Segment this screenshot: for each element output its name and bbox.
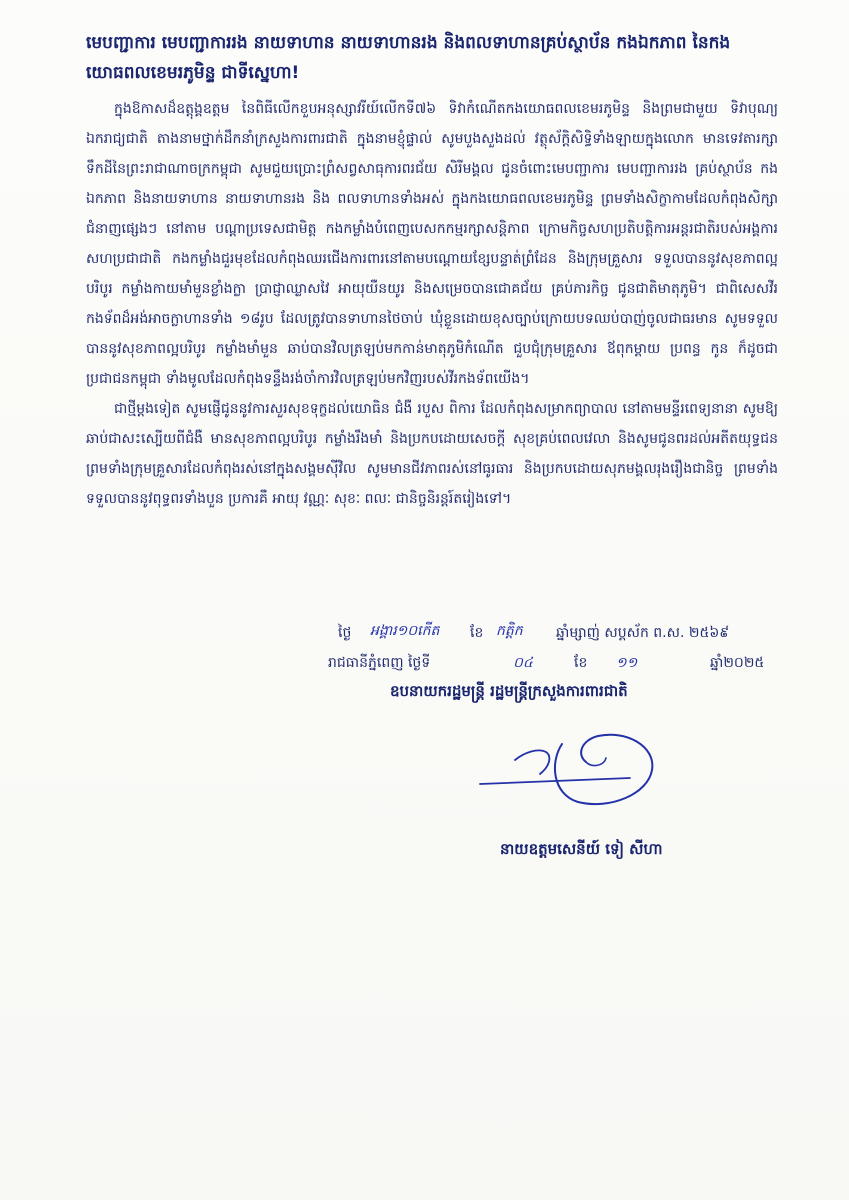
handwritten-lunar-month: កត្តិក [496, 623, 523, 639]
lunar-date-prefix: ថ្ងៃ [338, 625, 352, 641]
solar-month-label: ខែ [574, 655, 588, 671]
signer-name: នាយឧត្តមសេនីយ៍ ទៀ សីហា [500, 840, 663, 858]
solar-year-text: ឆ្នាំ២០២៥ [710, 655, 765, 671]
solar-date-prefix: រាជធានីភ្នំពេញ ថ្ងៃទី [328, 655, 431, 671]
signer-position-title: ឧបនាយករដ្ឋមន្ត្រី រដ្ឋមន្ត្រីក្រសួងការពារជាតិ [390, 682, 628, 700]
lunar-date-line [338, 618, 798, 648]
handwritten-solar-month: ១១ [616, 655, 638, 671]
lunar-year-text: ឆ្នាំម្សាញ់ សប្តស័ក ព.ស. ២៥៦៩ [556, 625, 730, 641]
lunar-month-label: ខែ [470, 625, 484, 641]
signature-mark [470, 722, 710, 822]
letter-body [86, 94, 778, 514]
letter-salutation: មេបញ្ជាការ មេបញ្ជាការរង នាយទាហាន នាយទាហានរង និងពលទាហានគ្រប់ស្ថាប័ន កងឯកភាព នៃកងយោធពលខេមរភូមិន្ទ ជាទីស្នេហា! [86, 33, 731, 83]
solar-date-line [328, 648, 798, 678]
handwritten-lunar-day: អង្គារ១០កើត [370, 623, 440, 639]
paragraph-1: ក្នុងឱកាសដ៏ឧត្តុង្គឧត្តម នៃពិធីលើកខួបអនុស្សាវរីយ៍លើកទី៧៦ ទិវាកំណើតកងយោធពលខេមរភូមិន្ទ និងព្រមជាមួយ ទិវាបុណ្យឯករាជ្យជាតិ តាងនាមថ្នាក់ដឹកនាំក្រសួងការពារជាតិ ក្នុងនាមខ្ញុំផ្ទាល់ សូមបួងសួងដល់ វត្ថុស័ក្តិសិទ្ធិទាំងឡាយក្នុងលោក មានទេវតារក្សាទឹកដីនៃព្រះរាជាណាចក្រកម្ពុជា សូមជួយប្រោះព្រំសព្វសាធុការពរជ័យ សិរីមង្គល ជូនចំពោះមេបញ្ជាការ មេបញ្ជាការរង គ្រប់ស្ថាប័ន កងឯកភាព និងនាយទាហាន នាយទាហានរង និង ពលទាហានទាំងអស់ ក្នុងកងយោធពលខេមរភូមិន្ទ ព្រមទាំងសិក្ខាកាមដែលកំពុងសិក្សាជំនាញផ្សេងៗ នៅតាម បណ្តាប្រទេសជាមិត្ត កងកម្លាំងបំពេញបេសកកម្មរក្សាសន្តិភាព ក្រោមកិច្ចសហប្រតិបត្តិការអន្តរជាតិរបស់អង្គការ សហប្រជាជាតិ កងកម្លាំងជួរមុខដែលកំពុងឈរជើងការពារនៅតាមបណ្តោយខ្សែបន្ទាត់ព្រំដែន និងក្រុមគ្រួសារ ទទួលបាននូវសុខភាពល្អបរិបូរ កម្លាំងកាយមាំមួនខ្លាំងក្លា ប្រាជ្ញាឈ្លាសវៃ អាយុយឺនយូរ និងសម្រេចបានជោគជ័យ គ្រប់ភារកិច្ច ជូនជាតិមាតុភូមិ។ ជាពិសេសវីរកងទ័ពដ៏អង់អាចក្លាហានទាំង ១៨រូប ដែលត្រូវបានទាហានថៃចាប់ ឃុំខ្លួនដោយខុសច្បាប់ក្រោយបទឈប់បាញ់ចូលជាធរមាន សូមទទួលបាននូវសុខភាពល្អបរិបូរ កម្លាំងមាំមួន ឆាប់បានវិលត្រឡប់មកកាន់មាតុភូមិកំណើត ជួបជុំក្រុមគ្រួសារ ឪពុកម្តាយ ប្រពន្ធ កូន ក៏ដូចជាប្រជាជនកម្ពុជា ទាំងមូលដែលកំពុងទន្ទឹងរង់ចាំការវិលត្រឡប់មកវិញរបស់វីរកងទ័ពយើង។ [86, 101, 778, 387]
date-block [328, 618, 798, 678]
paragraph-2: ជាថ្មីម្តងទៀត សូមផ្ញើជូននូវការសួរសុខទុក្ខដល់យោធិន ជំងឺ របួស ពិការ ដែលកំពុងសម្រាកព្យាបាល នៅតាមមន្ទីរពេទ្យនានា សូមឱ្យឆាប់ជាសះស្បើយពីជំងឺ មានសុខភាពល្អបរិបូរ កម្លាំងរឹងមាំ និងប្រកបដោយសេចក្តី សុខគ្រប់ពេលវេលា និងសូមជូនពរដល់អតីតយុទ្ធជន ព្រមទាំងក្រុមគ្រួសារដែលកំពុងរស់នៅក្នុងសង្គមស៊ីវិល សូមមានជីវភាពរស់នៅធូរធារ និងប្រកបដោយសុភមង្គលរុងរឿងជានិច្ច ព្រមទាំងទទួលបាននូវពុទ្ធពរទាំងបួន ប្រការគឺ អាយុ វណ្ណៈ សុខៈ ពលៈ ជានិច្ចនិរន្តរ៍តរៀងទៅ។ [86, 401, 778, 507]
handwritten-solar-day: ០៤ [513, 655, 533, 671]
